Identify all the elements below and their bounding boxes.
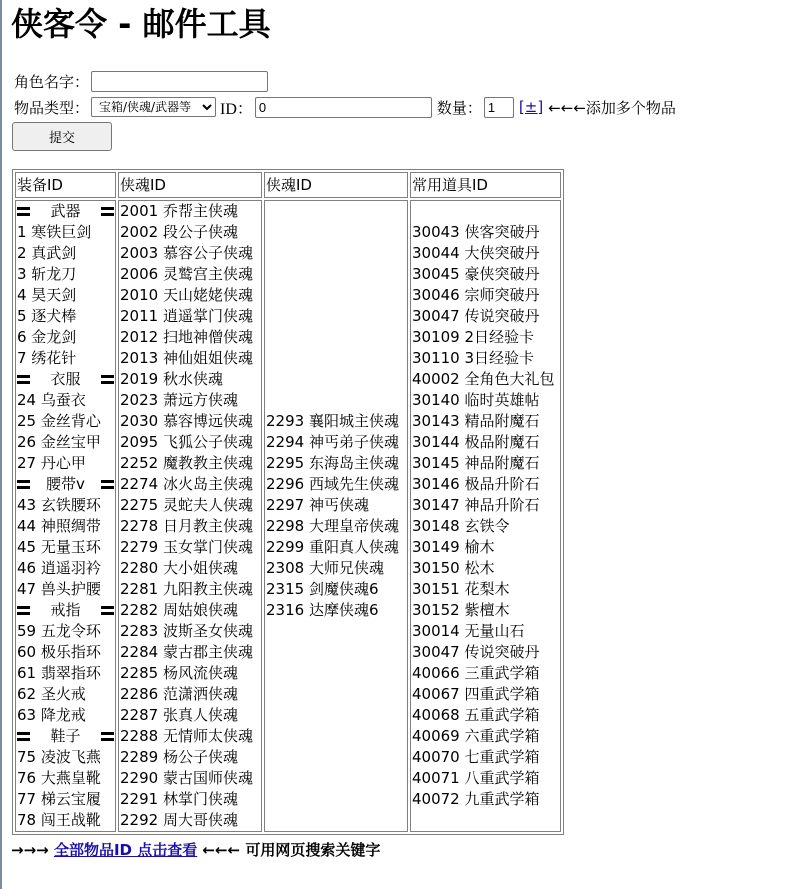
list-item: 30148 玄铁令	[412, 517, 510, 535]
list-item: 30045 豪侠突破丹	[412, 265, 540, 283]
list-item: 30152 紫檀木	[412, 601, 510, 619]
list-item: 30110 3日经验卡	[412, 349, 535, 367]
list-item: 30047 传说突破丹	[412, 643, 540, 661]
category-label: 鞋子	[50, 727, 81, 745]
category-header	[17, 474, 114, 495]
list-item: 2012 扫地神僧侠魂	[120, 328, 253, 346]
list-item: 30014 无量山石	[412, 622, 525, 640]
list-item: 2002 段公子侠魂	[120, 223, 238, 241]
list-item: 61 翡翠指环	[17, 664, 101, 682]
list-item: 2294 神丐弟子侠魂	[266, 433, 399, 451]
list-item: 2278 日月教主侠魂	[120, 517, 253, 535]
list-item: 30143 精品附魔石	[412, 412, 540, 430]
blank-row	[412, 201, 559, 222]
category-header	[17, 600, 114, 621]
list-item: 26 金丝宝甲	[17, 433, 101, 451]
list-item: 1 寒铁巨剑	[17, 223, 92, 241]
list-item: 6 金龙剑	[17, 328, 77, 346]
category-header	[17, 726, 114, 747]
list-item: 2285 杨风流侠魂	[120, 664, 238, 682]
list-item: 30151 花梨木	[412, 580, 510, 598]
list-item: 2279 玉女掌门侠魂	[120, 538, 253, 556]
list-item: 30149 榆木	[412, 538, 495, 556]
list-item: 60 极乐指环	[17, 643, 101, 661]
list-item: 47 兽头护腰	[17, 580, 101, 598]
double-bar-icon	[101, 207, 114, 216]
list-item: 2287 张真人侠魂	[120, 706, 238, 724]
list-item: 2296 西域先生侠魂	[266, 475, 399, 493]
blank-row	[266, 327, 406, 348]
list-item: 78 闯王战靴	[17, 811, 101, 829]
double-bar-icon	[101, 732, 114, 741]
list-item: 2 真武剑	[17, 244, 77, 262]
list-item: 40071 八重武学箱	[412, 769, 540, 787]
page	[2, 0, 798, 860]
list-item: 46 逍遥羽衿	[17, 559, 101, 577]
category-label: 武器	[50, 202, 81, 220]
header-soul-id-2: 侠魂ID	[264, 172, 408, 198]
list-item: 2274 冰火岛主侠魂	[120, 475, 253, 493]
list-item: 2293 襄阳城主侠魂	[266, 412, 399, 430]
list-item: 2295 东海岛主侠魂	[266, 454, 399, 472]
quantity-label: 数量：	[436, 98, 482, 117]
list-item: 40066 三重武学箱	[412, 664, 540, 682]
double-bar-icon	[101, 606, 114, 615]
list-item: 30144 极品附魔石	[412, 433, 540, 451]
all-items-link[interactable]: 全部物品ID 点击查看	[53, 841, 198, 859]
double-bar-icon	[101, 375, 114, 384]
header-prop-id: 常用道具ID	[410, 172, 561, 198]
list-item: 2023 萧远方侠魂	[120, 391, 238, 409]
double-bar-icon	[17, 375, 30, 384]
double-bar-icon	[17, 480, 30, 489]
list-item: 30147 神品升阶石	[412, 496, 540, 514]
footer-prefix-arrows: →→→	[11, 841, 54, 859]
list-item: 3 斩龙刀	[17, 265, 77, 283]
list-item: 30046 宗师突破丹	[412, 286, 540, 304]
blank-row	[266, 264, 406, 285]
list-item: 40072 九重武学箱	[412, 790, 540, 808]
footer-search-hint: ←←← 可用网页搜索关键字	[197, 841, 381, 859]
soul-column-1	[118, 200, 262, 832]
list-item: 4 昊天剑	[17, 286, 77, 304]
blank-row	[266, 369, 406, 390]
list-item: 44 神照绸带	[17, 517, 101, 535]
table-body-row	[15, 200, 561, 832]
blank-row	[266, 348, 406, 369]
list-item: 25 金丝背心	[17, 412, 101, 430]
list-item: 30047 传说突破丹	[412, 307, 540, 325]
character-name-input[interactable]	[91, 71, 268, 92]
list-item: 30146 极品升阶石	[412, 475, 540, 493]
quantity-input[interactable]	[484, 97, 514, 118]
list-item: 40068 五重武学箱	[412, 706, 540, 724]
category-header	[17, 201, 114, 222]
list-item: 2003 慕容公子侠魂	[120, 244, 253, 262]
list-item: 75 凌波飞燕	[17, 748, 101, 766]
list-item: 2013 神仙姐姐侠魂	[120, 349, 253, 367]
double-bar-icon	[17, 207, 30, 216]
category-header	[17, 369, 114, 390]
list-item: 2283 波斯圣女侠魂	[120, 622, 253, 640]
list-item: 2290 蒙古国师侠魂	[120, 769, 253, 787]
blank-row	[266, 201, 406, 222]
list-item: 40070 七重武学箱	[412, 748, 540, 766]
list-item: 2291 林掌门侠魂	[120, 790, 238, 808]
list-item: 40067 四重武学箱	[412, 685, 540, 703]
item-id-table	[12, 169, 564, 835]
list-item: 2286 范潇洒侠魂	[120, 685, 238, 703]
list-item: 2281 九阳教主侠魂	[120, 580, 253, 598]
table-header-row	[15, 172, 561, 198]
list-item: 2011 逍遥掌门侠魂	[120, 307, 253, 325]
list-item: 2299 重阳真人侠魂	[266, 538, 399, 556]
list-item: 40069 六重武学箱	[412, 727, 540, 745]
footer-line	[11, 839, 798, 860]
list-item: 2308 大师兄侠魂	[266, 559, 384, 577]
page-title: 侠客令 - 邮件工具	[11, 5, 271, 43]
soul-column-2	[264, 200, 408, 832]
list-item: 2288 无情师太侠魂	[120, 727, 253, 745]
list-item: 2252 魔教教主侠魂	[120, 454, 253, 472]
list-item: 2001 乔帮主侠魂	[120, 202, 238, 220]
list-item: 30043 侠客突破丹	[412, 223, 540, 241]
list-item: 30044 大侠突破丹	[412, 244, 540, 262]
list-item: 2292 周大哥侠魂	[120, 811, 238, 829]
category-label: 腰带v	[46, 475, 85, 493]
list-item: 77 梯云宝履	[17, 790, 101, 808]
list-item: 30109 2日经验卡	[412, 328, 535, 346]
list-item: 2297 神丐侠魂	[266, 496, 369, 514]
item-type-select[interactable]	[91, 97, 216, 117]
header-soul-id-1: 侠魂ID	[118, 172, 262, 198]
list-item: 5 逐犬棒	[17, 307, 77, 325]
list-item: 2030 慕容博远侠魂	[120, 412, 253, 430]
blank-row	[266, 390, 406, 411]
list-item: 30140 临时英雄帖	[412, 391, 540, 409]
list-item: 63 降龙戒	[17, 706, 86, 724]
blank-row	[266, 222, 406, 243]
header-equipment-id: 装备ID	[15, 172, 116, 198]
list-item: 2006 灵鹫宫主侠魂	[120, 265, 253, 283]
list-item: 76 大燕皇靴	[17, 769, 101, 787]
list-item: 7 绣花针	[17, 349, 77, 367]
list-item: 43 玄铁腰环	[17, 496, 101, 514]
name-row	[14, 68, 798, 94]
submit-button[interactable]: 提交	[12, 122, 112, 151]
list-item: 2298 大理皇帝侠魂	[266, 517, 399, 535]
add-item-hint: ←←←添加多个物品	[548, 98, 676, 117]
blank-row	[266, 243, 406, 264]
list-item: 2019 秋水侠魂	[120, 370, 223, 388]
list-item: 24 乌蚕衣	[17, 391, 86, 409]
props-column	[410, 200, 561, 832]
category-label: 衣服	[50, 370, 81, 388]
item-row	[14, 94, 798, 120]
double-bar-icon	[17, 606, 30, 615]
list-item: 2275 灵蛇夫人侠魂	[120, 496, 253, 514]
equipment-column	[15, 200, 116, 832]
list-item: 30145 神品附魔石	[412, 454, 540, 472]
item-type-label: 物品类型：	[14, 98, 90, 117]
id-label: ID：	[220, 100, 253, 118]
name-label: 角色名字：	[14, 72, 90, 91]
double-bar-icon	[17, 732, 30, 741]
blank-row	[266, 285, 406, 306]
blank-row	[266, 306, 406, 327]
list-item: 2280 大小姐侠魂	[120, 559, 238, 577]
double-bar-icon	[101, 480, 114, 489]
list-item: 27 丹心甲	[17, 454, 86, 472]
list-item: 2289 杨公子侠魂	[120, 748, 238, 766]
list-item: 30150 松木	[412, 559, 495, 577]
list-item: 40002 全角色大礼包	[412, 370, 555, 388]
list-item: 2316 达摩侠魂6	[266, 601, 379, 619]
list-item: 2282 周姑娘侠魂	[120, 601, 238, 619]
category-label: 戒指	[50, 601, 81, 619]
list-item: 45 无量玉环	[17, 538, 101, 556]
item-id-input[interactable]	[255, 97, 432, 118]
list-item: 2010 天山姥姥侠魂	[120, 286, 253, 304]
list-item: 2095 飞狐公子侠魂	[120, 433, 253, 451]
list-item: 2284 蒙古郡主侠魂	[120, 643, 253, 661]
list-item: 2315 剑魔侠魂6	[266, 580, 379, 598]
list-item: 59 五龙令环	[17, 622, 101, 640]
mail-form	[11, 68, 798, 151]
add-item-link[interactable]: [±]	[518, 98, 544, 116]
list-item: 62 圣火戒	[17, 685, 86, 703]
